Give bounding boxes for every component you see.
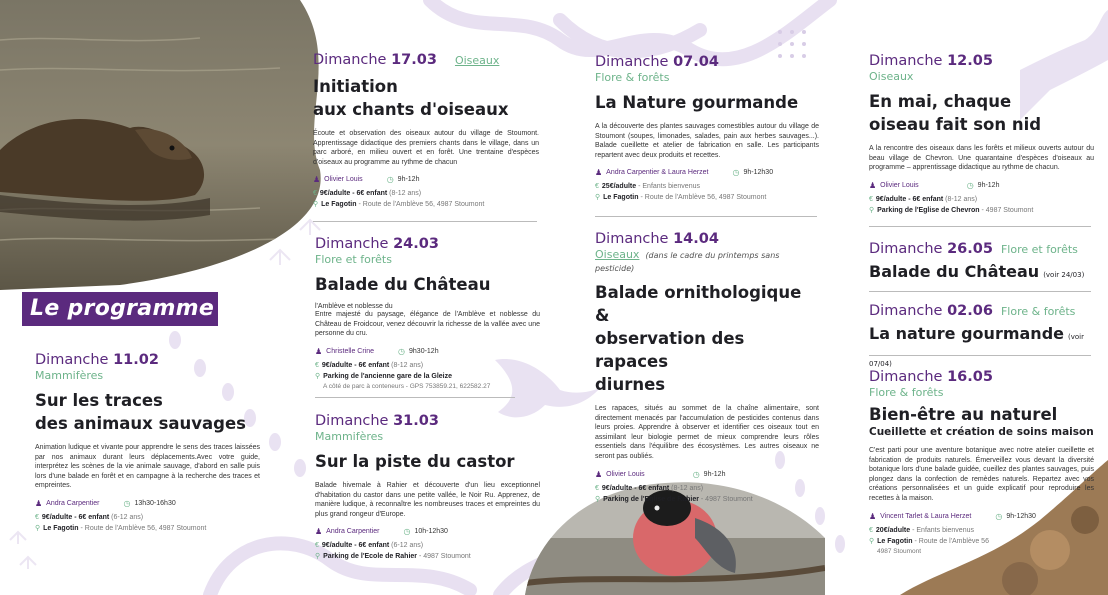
event-16-05 [869,369,1094,555]
event-time: 9h-12h [703,470,726,478]
price-value: 9€/adulte - 6€ enfant [319,190,388,198]
date-prefix: Dimanche [869,303,948,319]
event-31-03 [315,413,540,560]
location-pin-icon: ⚲ [315,553,321,561]
price-value: 9€/adulte - 6€ enfant [601,484,670,492]
clock-icon: ◷ [403,527,411,537]
date-day: 24.03 [393,236,439,252]
place-name: Le Fagotin [877,537,913,545]
price-note: (8-12 ans) [391,361,424,369]
location-pin-icon: ⚲ [595,495,601,503]
person-icon: ♟ [869,511,877,521]
event-date [869,241,1099,257]
title-line: Sur la piste du castor [315,452,515,471]
event-title [869,260,1099,287]
event-14-04 [595,231,819,503]
person-icon: ♟ [35,498,43,508]
date-day: 26.05 [947,241,993,257]
event-description: A la découverte des plantes sauvages comestibles autour du village de Stoumont (soupes, limonades, salades, pain aux herbes sauvages...). Balade cueillette et atelier de fabrication en salle. Les participants repartent avec deux produits et recettes. [595,123,819,159]
date-day: 07.04 [673,54,719,70]
event-time: 9h-12h [977,181,1000,189]
event-guide: Christelle Crine [326,347,375,355]
date-day: 02.06 [947,303,993,319]
date-day: 14.04 [673,231,719,247]
event-price [315,542,540,549]
event-meta [315,347,540,356]
price-note: - Enfants bienvenus [912,526,974,534]
euro-icon: € [35,513,39,521]
date-day: 16.05 [947,369,993,385]
person-icon: ♟ [595,168,603,178]
price-value: 9€/adulte - 6€ enfant [321,542,390,550]
location-pin-icon: ⚲ [869,206,875,214]
event-title [315,450,540,473]
event-07-04 [595,54,819,201]
date-prefix: Dimanche [315,413,394,429]
place-address: - Route de l'Amblève 56 [914,537,989,545]
title-line: aux chants d'oiseaux [313,100,509,119]
place-name: Le Fagotin [603,194,639,202]
clock-icon: ◷ [123,498,131,508]
event-description: Balade hivernale à Rahier et découverte d'un lieu exceptionnel d'habitation du castor dans une petite vallée, le Noir Ru. Apprenez, de manière ludique, à reconnaître les nombreuses traces et empreintes du plus grand rongeur d'Europe. [315,482,540,518]
place-address: - 4987 Stoumont [981,206,1034,214]
event-category: Mammifères [35,369,104,382]
price-value: 9€/adulte - 6€ enfant [41,513,110,521]
event-date [595,54,819,70]
event-description: Écoute et observation des oiseaux autour du village de Stoumont. Apprentissage didactique des premiers chants dans le village, dans un parc arboré, en milieu ouvert et en forêt. Une trentaine d'espèces d'oiseaux au programme au rythme de chacun [313,130,539,166]
event-time: 9h30-12h [409,347,439,355]
person-icon: ♟ [315,346,323,356]
event-title [869,90,1094,136]
event-category: Mammifères [315,430,384,443]
event-place [595,193,819,201]
event-subtitle: Cueillette et création de soins maison [869,426,1094,438]
place-address: - 4987 Stoumont [418,553,471,561]
category-label: Oiseaux [595,248,640,261]
event-place [313,200,539,208]
event-date [595,231,819,247]
euro-icon: € [315,542,319,550]
divider [313,221,537,222]
event-description: Les rapaces, situés au sommet de la chaîne alimentaire, sont directement menacés par l'accumulation de pesticides contenus dans leurs proies. Apprendre à observer et identifier ces oiseaux tout en assimilant leur biologie permet de mieux comprendre leurs rôles essentiels dans l'équilibre des écosystèmes. Les autres oiseaux ne seront pas oubliés. [595,405,819,460]
event-price [595,485,819,492]
date-day: 31.03 [393,413,439,429]
event-price [869,196,1094,203]
date-prefix: Dimanche [869,53,948,69]
person-icon: ♟ [313,175,321,185]
event-price [313,190,539,197]
date-prefix: Dimanche [869,241,948,257]
event-meta [35,499,260,508]
event-place [315,372,540,380]
price-note: (6-12 ans) [391,542,424,550]
euro-icon: € [313,190,317,198]
place-address: - 4987 Stoumont [700,495,753,503]
title-line: La nature gourmande [869,324,1064,343]
event-24-03 [315,236,540,390]
title-line: La Nature gourmande [595,93,799,112]
title-line: diurnes [595,375,666,394]
event-title [595,91,819,114]
event-title [869,405,1094,425]
euro-icon: € [869,526,873,534]
program-banner: Le programme [22,292,218,326]
clock-icon: ◷ [732,168,740,178]
event-guide: Andra Carpentier [46,499,100,507]
event-meta [315,527,540,536]
place-name: Parking de l'Eglise de Chevron [877,206,980,214]
person-icon: ♟ [595,469,603,479]
date-prefix: Dimanche [595,231,674,247]
euro-icon: € [595,484,599,492]
price-value: 9€/adulte - 6€ enfant [321,361,390,369]
divider [869,291,1091,292]
event-date [313,52,539,68]
place-extra: A côté de parc à conteneurs - GPS 753859.21, 622582.27 [323,382,491,390]
place-address: - Route de l'Amblève 56, 4987 Stoumont [640,194,767,202]
beaver-photo [0,0,330,290]
title-line: oiseau fait son nid [869,115,1042,134]
title-reference: (voir 24/03) [1043,271,1085,279]
event-description: Animation ludique et vivante pour apprendre le sens des traces laissées par nos animaux durant leurs déplacements.Avec votre guide, interprétez les scènes de la vie animale sauvage, d'abord en salle puis lors d'une balade en forêt et en campagne à la recherche des traces et empreintes. [35,444,260,490]
location-pin-icon: ⚲ [315,372,321,380]
event-date [869,369,1094,385]
event-meta [313,175,539,184]
title-line: Initiation [313,77,398,96]
event-guide: Andra Carpentier & Laura Herzet [606,169,709,177]
title-line: observation des rapaces [595,329,745,371]
clock-icon: ◷ [398,346,406,356]
title-line: Bien-être au naturel [869,405,1058,424]
location-pin-icon: ⚲ [595,194,601,202]
price-note: - Enfants bienvenus [638,183,700,191]
divider [315,397,515,398]
event-description: A la rencontre des oiseaux dans les forêts et milieux ouverts autour du beau village de Chevron. Une quarantaine d'espèces d'oiseaux au programme – apprentissage didactique au rythme de chacun. [869,145,1094,172]
event-title [869,322,1099,376]
clock-icon: ◷ [966,180,974,190]
title-reference: (voir 07/04) [869,333,1084,368]
event-time: 9h-12h30 [1006,512,1036,520]
event-17-03 [313,52,539,208]
date-day: 11.02 [113,352,159,368]
event-title [595,281,819,396]
person-icon: ♟ [869,180,877,190]
event-category: Flore & forêts [595,71,670,84]
event-category: Oiseaux [869,70,914,83]
event-time: 9h-12h [397,176,420,184]
event-guide: Olivier Louis [880,181,919,189]
event-guide: Olivier Louis [324,176,363,184]
event-date [869,53,1094,69]
title-line: des animaux sauvages [35,414,246,433]
event-11-02 [35,352,260,532]
date-prefix: Dimanche [313,52,392,68]
event-title [315,273,540,296]
place-name: Le Fagotin [43,524,79,532]
description-body: Entre majesté du paysage, élégance de l'Amblève et noblesse du Château de Froidcour, venez découvrir la richesse de la vallée avec une personne du cru. [315,311,540,338]
event-guide: Andra Carpentier [326,528,380,536]
clock-icon: ◷ [692,469,700,479]
event-place [595,495,819,503]
price-value: 20€/adulte [875,526,911,534]
price-note: (8-12 ans) [671,484,704,492]
event-26-05 [869,241,1099,287]
location-pin-icon: ⚲ [313,201,319,209]
place-name: Parking de l'ancienne gare de la Gleize [323,372,453,380]
event-meta [595,168,819,177]
date-prefix: Dimanche [35,352,114,368]
date-prefix: Dimanche [315,236,394,252]
event-price [595,183,819,190]
event-description: C'est parti pour une aventure botanique avec notre atelier cueillette et fabrication de produits naturels. Émerveillez vous devant la diversité botanique lors d'une balade guidée, cueillez des plantes sauvages, puis plongez dans la confection de remèdes naturels. Repartez avec vos créations personnalisées et un guide explicatif pour reproduire les recettes à la maison. [869,447,1094,502]
date-prefix: Dimanche [595,54,674,70]
event-date [869,303,1099,319]
event-12-05 [869,53,1094,214]
event-title [313,75,539,121]
divider [869,355,1091,356]
event-guide: Olivier Louis [606,470,645,478]
event-meta [869,512,1094,521]
price-note: (6-12 ans) [111,513,144,521]
event-date [315,236,540,252]
price-note: (8-12 ans) [945,195,978,203]
event-time: 9h-12h30 [743,169,774,177]
event-category: Flore & forêts [1000,305,1076,318]
price-value: 9€/adulte - 6€ enfant [875,195,944,203]
location-pin-icon: ⚲ [35,524,41,532]
place-address: - Route de l'Amblève 56, 4987 Stoumont [358,201,485,209]
person-icon: ♟ [315,527,323,537]
place-address-line-2: 4987 Stoumont [877,547,922,555]
event-category [595,248,819,274]
place-address: - Route de l'Amblève 56, 4987 Stoumont [80,524,207,532]
place-name: Parking de l'Eglise de Rahier [603,495,699,503]
event-meta [869,181,1094,190]
event-price [315,362,540,369]
price-value: 25€/adulte [601,183,637,191]
date-day: 17.03 [391,52,437,68]
title-line: Balade ornithologique & [595,283,802,325]
event-place [35,524,260,532]
title-line: En mai, chaque [869,92,1012,111]
description-lead: l'Amblève et noblesse du [315,303,393,310]
event-date [315,413,540,429]
euro-icon: € [869,195,873,203]
title-line: Sur les traces [35,391,163,410]
location-pin-icon: ⚲ [869,537,875,545]
event-place [869,537,1094,545]
place-name: Parking de l'Ecole de Rahier [323,553,418,561]
event-place [869,206,1094,214]
event-title [35,389,260,435]
event-category: Flore & forêts [869,386,944,399]
event-date [35,352,260,368]
euro-icon: € [315,361,319,369]
date-prefix: Dimanche [869,369,948,385]
title-line: Balade du Château [315,275,491,294]
title-line: Balade du Château [869,262,1040,281]
event-category: Oiseaux [454,54,500,67]
event-price [35,514,260,521]
price-note: (8-12 ans) [389,190,422,198]
event-category: Flore et forêts [1000,243,1078,256]
category-note: (dans le cadre du printemps sans pesticide) [595,251,780,273]
event-02-06 [869,303,1099,376]
euro-icon: € [595,183,599,191]
divider [869,226,1091,227]
event-time: 13h30-16h30 [134,499,176,507]
event-time: 10h-12h30 [414,528,448,536]
divider [595,216,817,217]
clock-icon: ◷ [995,511,1003,521]
event-meta [595,470,819,479]
event-price [869,527,1094,534]
event-description [315,304,540,339]
place-name: Le Fagotin [321,201,357,209]
event-category: Flore et forêts [315,253,392,266]
event-guide: Vincent Tarlet & Laura Herzet [880,512,972,520]
event-place [315,552,540,560]
date-day: 12.05 [947,53,993,69]
clock-icon: ◷ [386,175,394,185]
